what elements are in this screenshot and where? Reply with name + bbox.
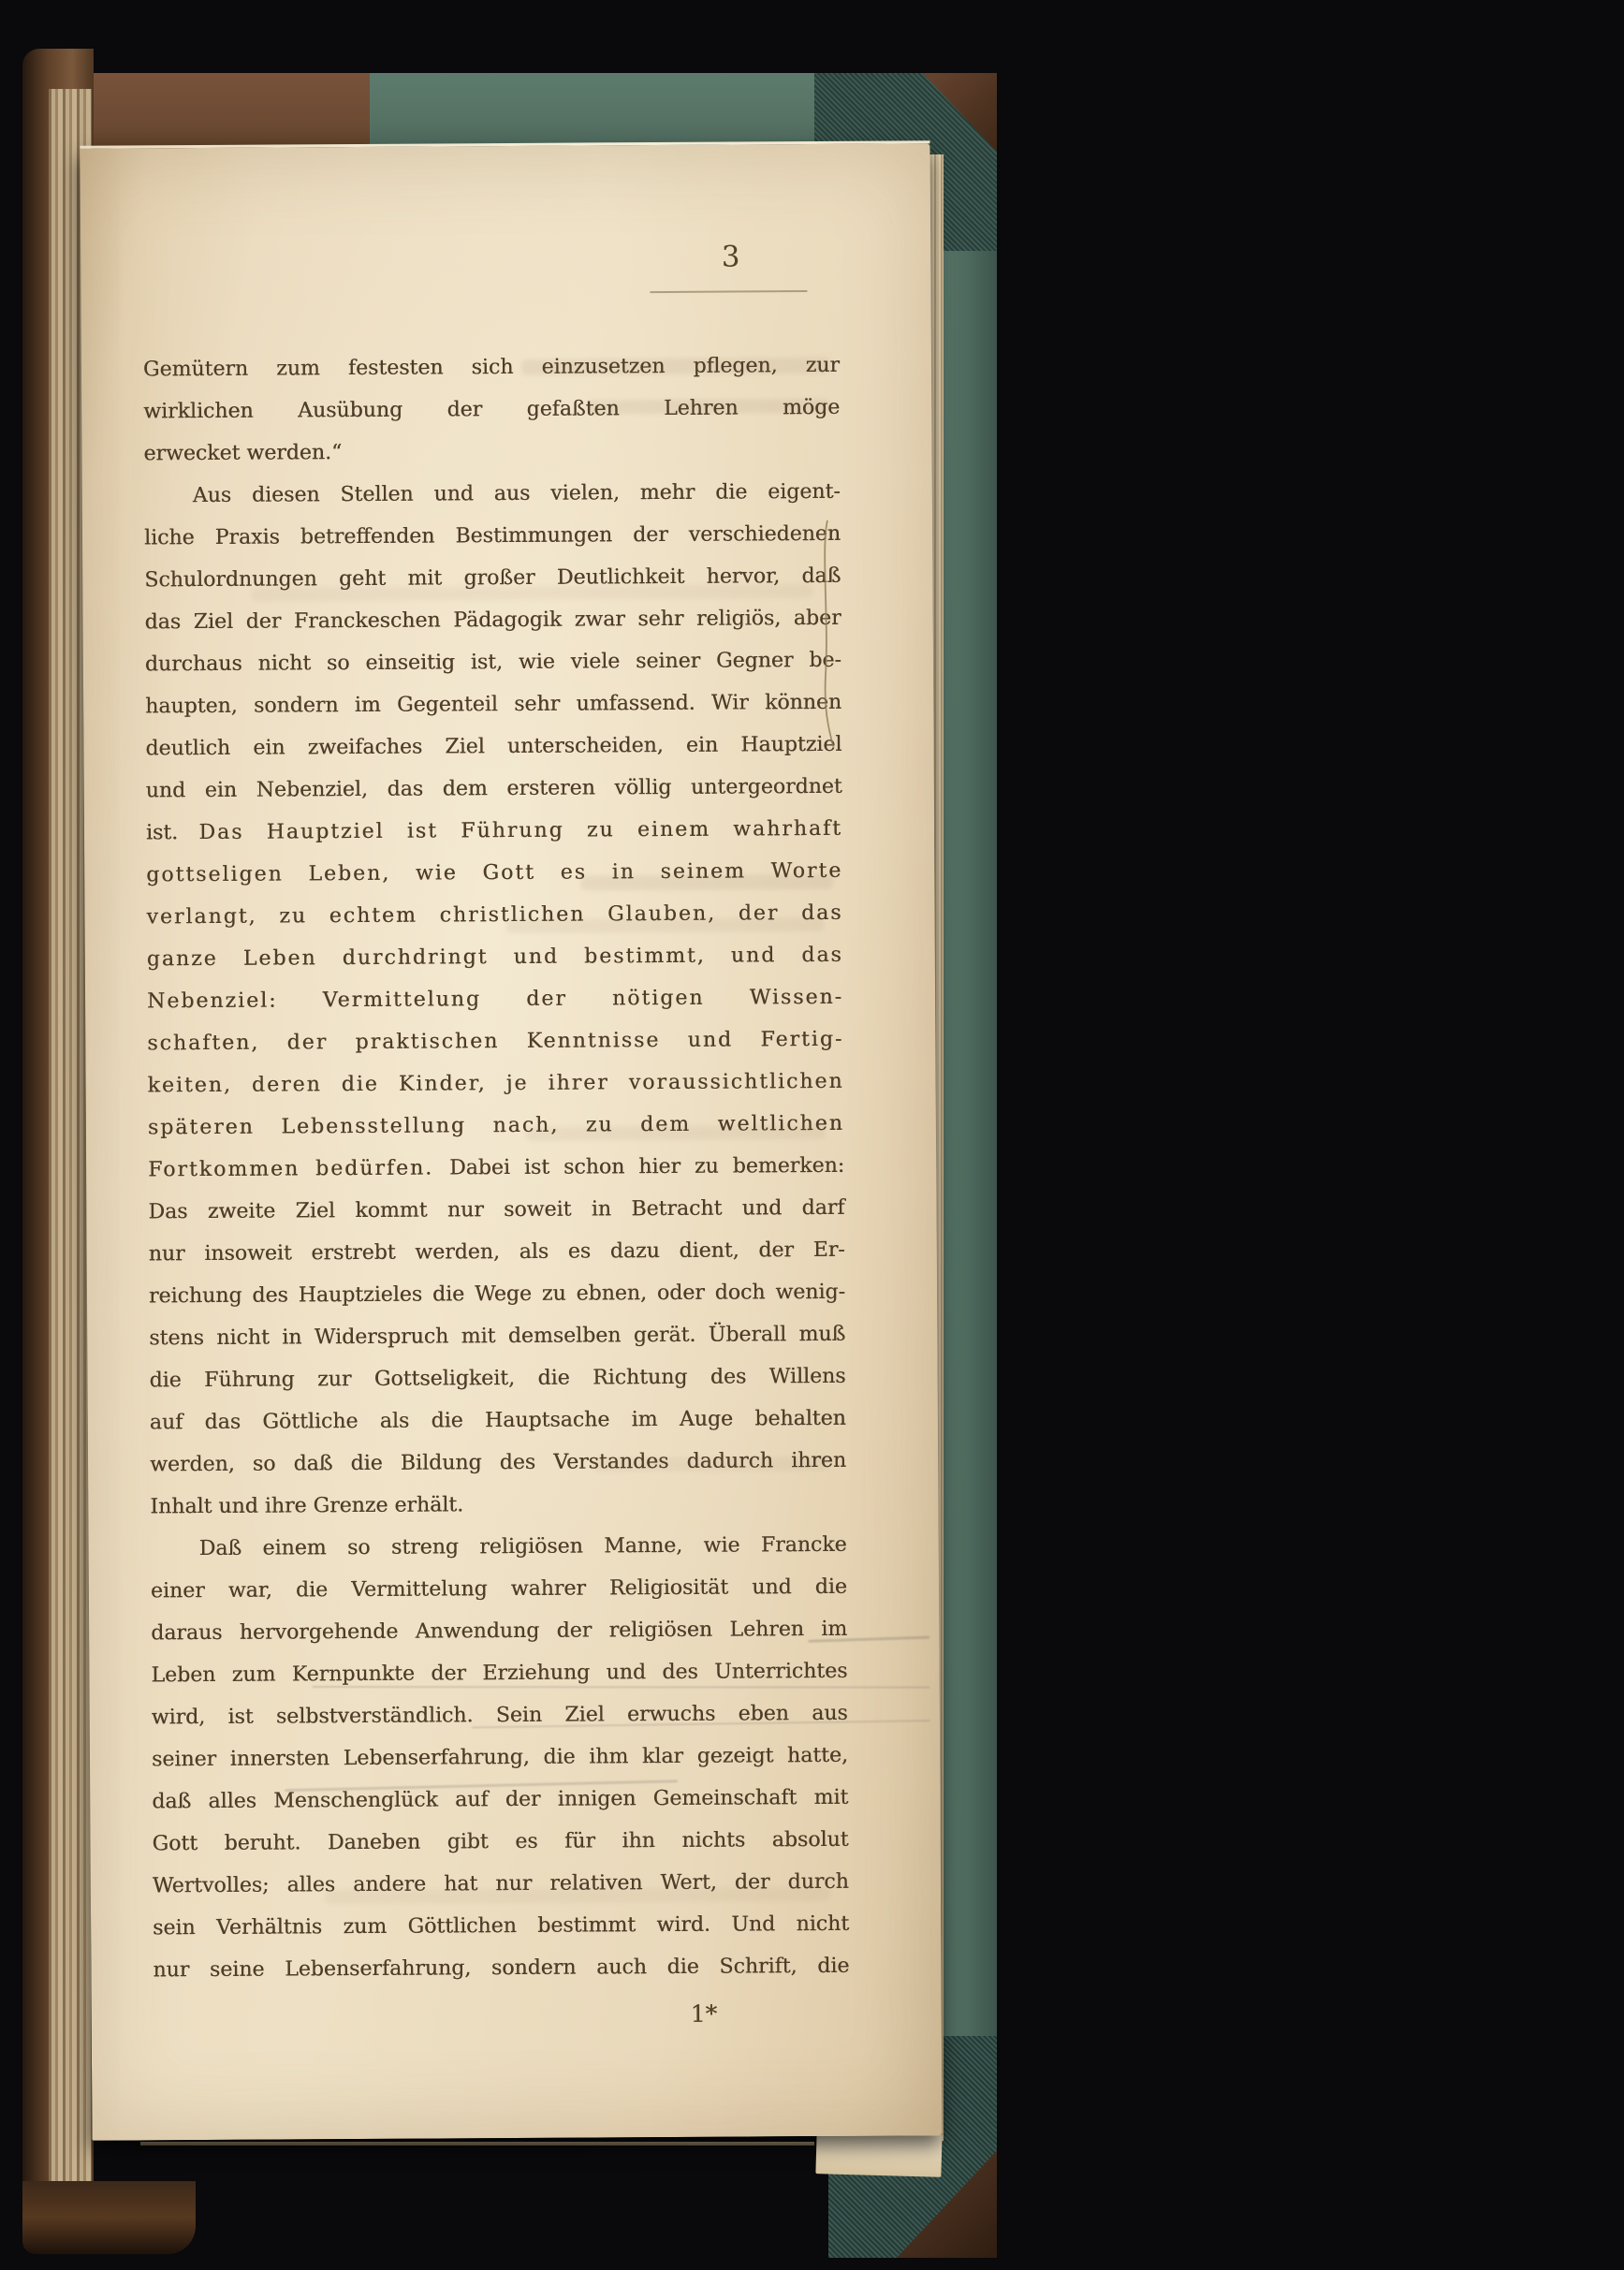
text-line: ganze Leben durchdringt und bestimmt, und das	[146, 943, 843, 972]
showthrough-ghost	[593, 1457, 827, 1472]
text-line: die Führung zur Gottseligkeit, die Richtung des Willens	[149, 1364, 846, 1393]
text-line: einer war, die Vermittelung wahrer Religiosität und die	[150, 1574, 847, 1604]
text-line: durchaus nicht so einseitig ist, wie viele seiner Gegner be-	[144, 648, 841, 677]
text-line: keiten, deren die Kinder, je ihrer voraussichtlichen	[147, 1069, 844, 1098]
text-line: gottseligen Leben, wie Gott es in seinem Worte	[146, 858, 843, 887]
text-line: Aus diesen Stellen und aus vielen, mehr die eigent-	[192, 479, 841, 508]
text-line: wird, ist selbstverständlich. Sein Ziel erwuchs eben aus	[151, 1701, 848, 1730]
text-line: nur seine Lebenserfahrung, sondern auch die Schrift, die	[153, 1954, 850, 1983]
text-line: wirklichen Ausübung der gefaßten Lehren möge	[143, 395, 841, 424]
text-line: verlangt, zu echtem christlichen Glauben, der das	[146, 901, 843, 930]
showthrough-ghost	[580, 874, 833, 891]
text-line: ist. Das Hauptziel ist Führung zu einem wahrhaft	[145, 816, 843, 845]
text-line: seiner innersten Lebenserfahrung, die ihm klar gezeigt hatte,	[151, 1743, 849, 1772]
text-line: und ein Nebenziel, das dem ersteren völlig untergeordnet	[145, 774, 842, 803]
text-line: stens nicht in Widerspruch mit demselben gerät. Überall muß	[149, 1322, 846, 1351]
text-line: Fortkommen bedürfen. Dabei ist schon hier zu bemerken:	[148, 1153, 845, 1182]
text-line: Schulordnungen geht mit großer Deutlichkeit hervor, daß	[144, 564, 841, 593]
text-line: sein Verhältnis zum Göttlichen bestimmt wird. Und nicht	[153, 1911, 850, 1940]
page-number: 3	[721, 240, 741, 274]
showthrough-ghost	[526, 1125, 826, 1141]
text-line: späteren Lebensstellung nach, zu dem weltlichen	[147, 1111, 844, 1140]
text-line: werden, so daß die Bildung des Verstandes dadurch ihren	[150, 1448, 847, 1477]
text-line: haupten, sondern im Gegenteil sehr umfassend. Wir können	[145, 690, 842, 719]
text-line: erwecket werden.“	[143, 441, 343, 466]
text-line: Das zweite Ziel kommt nur soweit in Betracht und darf	[148, 1195, 845, 1224]
text-line: Nebenziel: Vermittelung der nötigen Wissen-	[146, 985, 844, 1014]
text-line: Gemütern zum festesten sich einzusetzen pflegen, zur	[142, 353, 841, 382]
text-line: reichung des Hauptzieles die Wege zu ebnen, oder doch wenig-	[148, 1280, 846, 1309]
text-line: Gott beruht. Daneben gibt es für ihn nichts absolut	[152, 1827, 849, 1856]
text-line: auf das Göttliche als die Hauptsache im Auge behalten	[149, 1406, 846, 1435]
text-line: Wertvolles; alles andere hat nur relativen Wert, der durch	[152, 1869, 849, 1898]
showthrough-ghost	[506, 917, 825, 933]
showthrough-ghost	[521, 358, 830, 375]
text-line: deutlich ein zweifaches Ziel unterscheiden, ein Hauptziel	[145, 732, 842, 761]
page-number-rule	[650, 290, 807, 293]
text-line: nur insoweit erstrebt werden, als es dazu dient, der Er-	[148, 1238, 845, 1267]
text-line: Inhalt und ihre Grenze erhält.	[150, 1493, 464, 1519]
text-line: schaften, der praktischen Kenntnisse und Fertig-	[147, 1027, 844, 1056]
page-edge-bottom	[140, 2142, 814, 2146]
text-line: Leben zum Kernpunkte der Erziehung und des Unterrichtes	[151, 1659, 848, 1688]
signature-mark: 1*	[690, 1999, 718, 2028]
text-line: liche Praxis betreffenden Bestimmungen der verschiedenen	[143, 521, 841, 550]
book-page	[80, 143, 943, 2141]
margin-mark	[814, 517, 841, 751]
text-line: daß alles Menschenglück auf der innigen Gemeinschaft mit	[152, 1785, 849, 1814]
undersheet-corner	[815, 2131, 942, 2177]
text-line: daraus hervorgehende Anwendung der religiösen Lehren im	[151, 1617, 848, 1646]
showthrough-ghost	[587, 399, 830, 415]
book-spine-foot	[22, 2181, 196, 2254]
text-line: das Ziel der Franckeschen Pädagogik zwar sehr religiös, aber	[144, 606, 841, 635]
text-line: Daß einem so streng religiösen Manne, wie Francke	[198, 1532, 847, 1561]
